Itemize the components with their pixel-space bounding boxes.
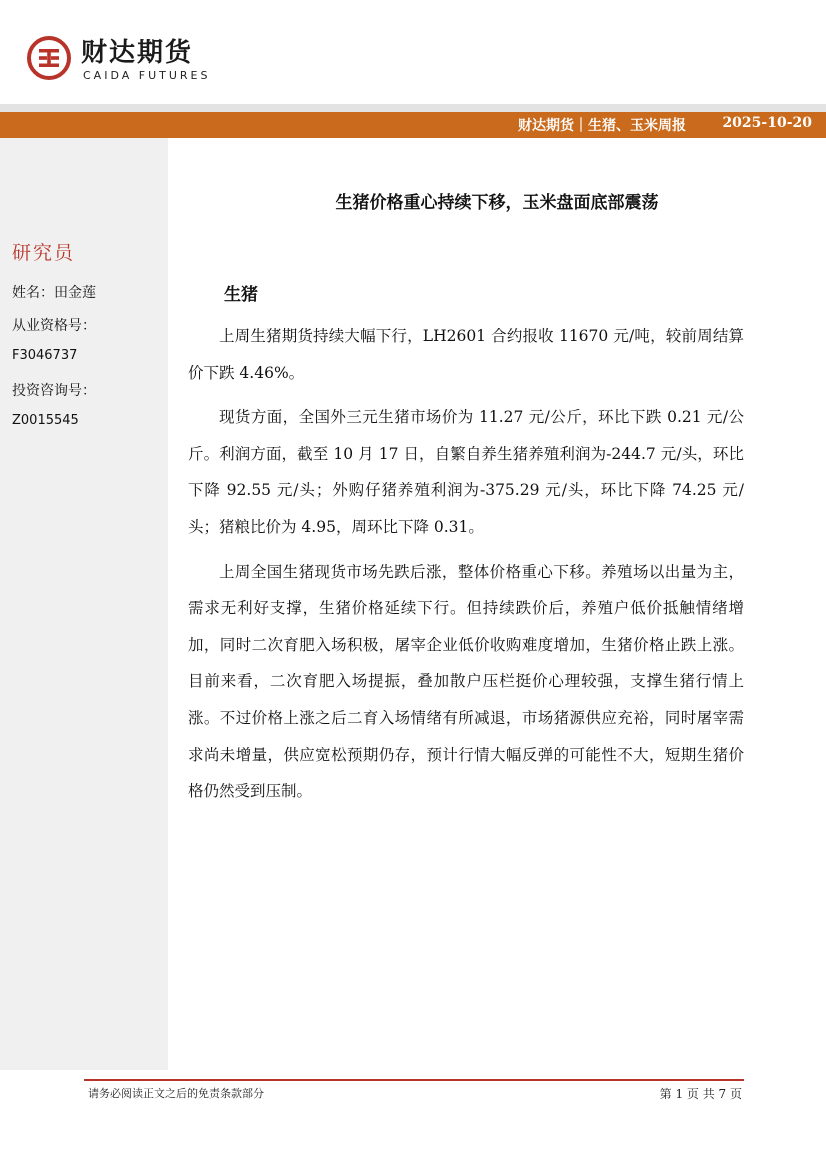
consulting-number: Z0015545 (12, 413, 79, 428)
article-body (188, 318, 744, 818)
researcher-sidebar (0, 138, 168, 1070)
caida-logo-icon (27, 36, 71, 80)
page-number: 第 1 页 共 7 页 (659, 1087, 742, 1101)
report-name: 财达期货｜生猪、玉米周报 (518, 118, 686, 134)
header-divider (0, 104, 826, 112)
article-title: 生猪价格重心持续下移，玉米盘面底部震荡 (335, 193, 659, 213)
researcher-heading: 研究员 (12, 242, 76, 264)
logo-chinese-text: 财达期货 (81, 38, 194, 68)
footer-disclaimer: 请务必阅读正文之后的免责条款部分 (88, 1087, 264, 1100)
section-heading: 生猪 (224, 285, 258, 305)
company-logo (27, 34, 227, 84)
footer-divider (84, 1079, 744, 1081)
logo-english-text: CAIDA FUTURES (83, 69, 211, 82)
paragraph-1: 上周生猪期货持续大幅下行，LH2601 合约报收 11670 元/吨，较前周结算价下跌 4.46%。 (188, 327, 744, 382)
paragraph-2: 现货方面，全国外三元生猪市场价为 11.27 元/公斤，环比下跌 0.21 元/公斤。利润方面，截至 10 月 17 日，自繁自养生猪养殖利润为-244.7 元/头，环比下降 92.55 元/头；外购仔猪养殖利润为-375.29 元/头，环比下降 74.25 元/头；猪粮比价为 4.95，周环比下降 0.31。 (188, 408, 744, 536)
consulting-label: 投资咨询号： (12, 383, 96, 399)
report-banner (0, 112, 826, 138)
report-date: 2025-10-20 (722, 115, 812, 131)
qualification-label: 从业资格号： (12, 318, 96, 334)
qualification-number: F3046737 (12, 348, 78, 363)
page-header (0, 0, 826, 104)
researcher-name: 姓名：田金莲 (12, 285, 96, 301)
paragraph-3: 上周全国生猪现货市场先跌后涨，整体价格重心下移。养殖场以出量为主，需求无利好支撑，生猪价格延续下行。但持续跌价后，养殖户低价抵触情绪增加，同时二次育肥入场积极，屠宰企业低价收购难度增加，生猪价格止跌上涨。目前来看，二次育肥入场提振，叠加散户压栏挺价心理较强，支撑生猪行情上涨。不过价格上涨之后二育入场情绪有所减退，市场猪源供应充裕，同时屠宰需求尚未增量，供应宽松预期仍存，预计行情大幅反弹的可能性不大，短期生猪价格仍然受到压制。 (188, 562, 744, 801)
